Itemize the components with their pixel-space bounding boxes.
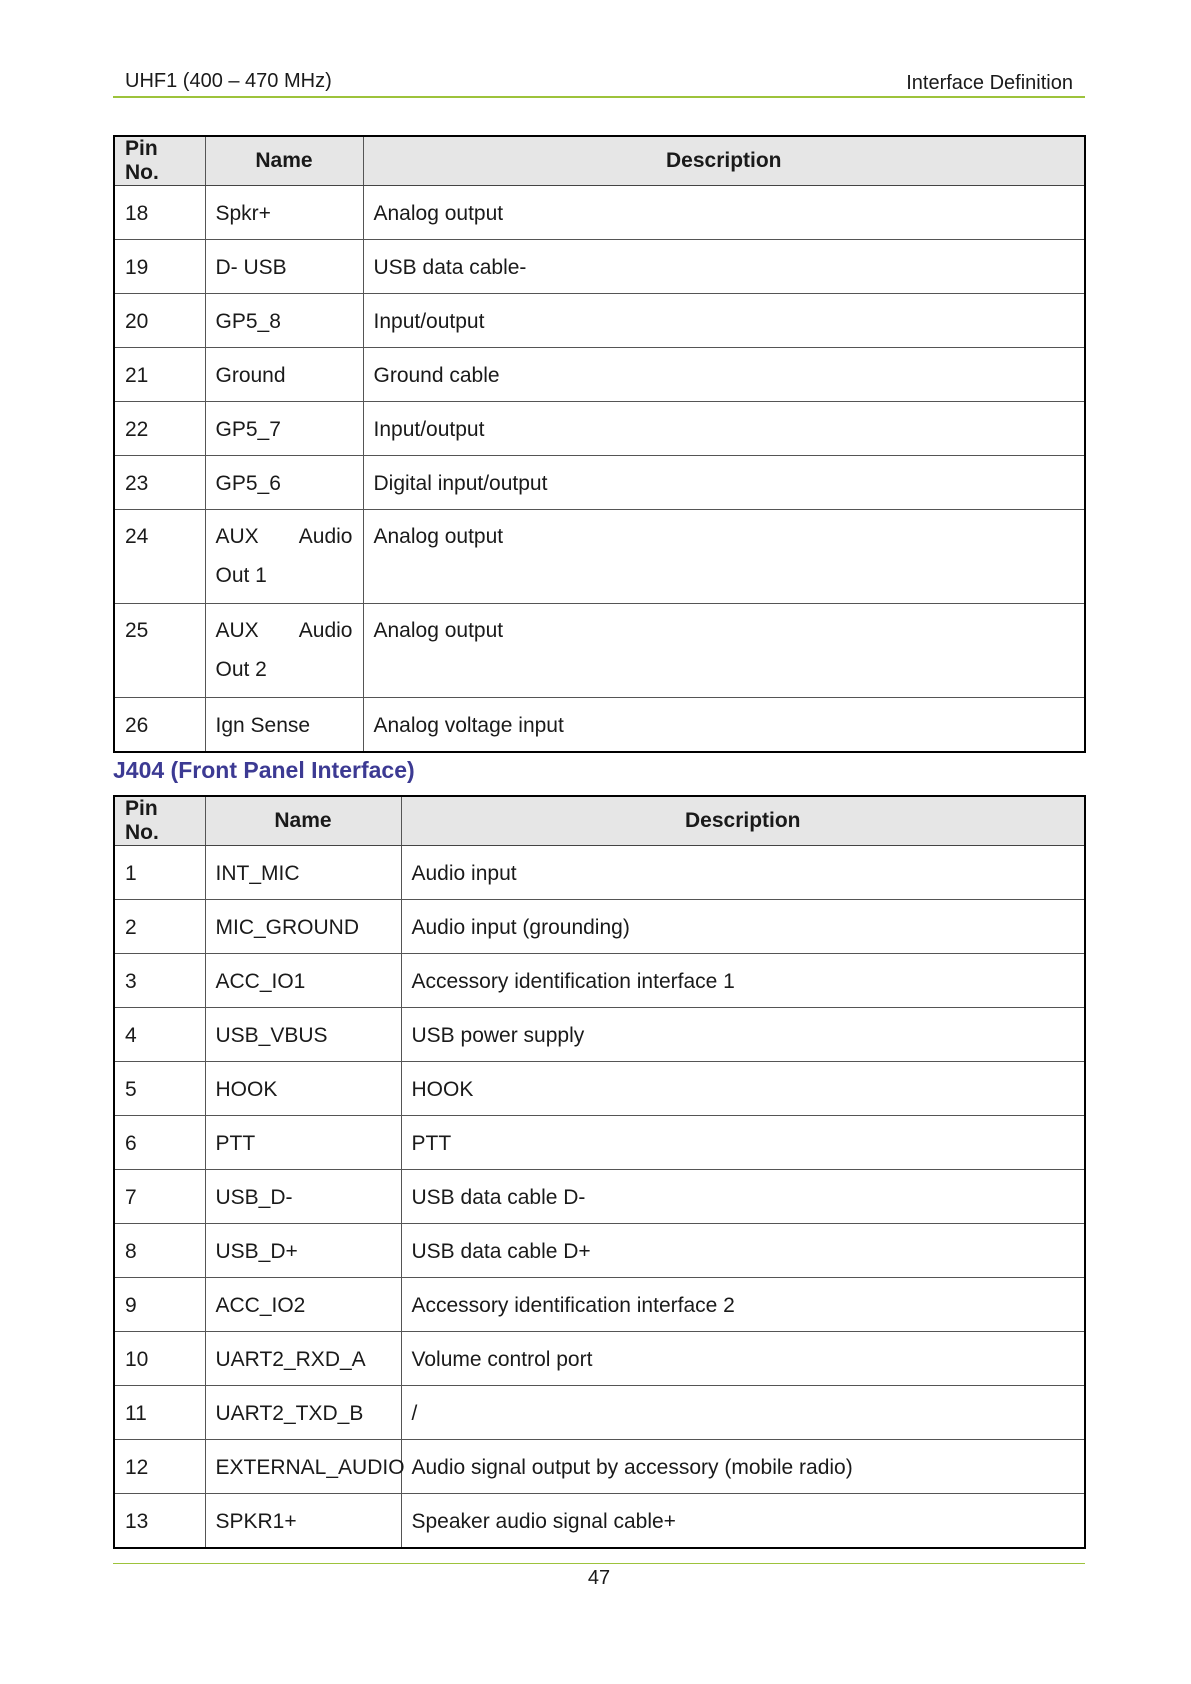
pin-number: 6 bbox=[114, 1116, 205, 1170]
pin-description: USB data cable D+ bbox=[401, 1224, 1085, 1278]
pin-number: 1 bbox=[114, 846, 205, 900]
pin-name: GP5_8 bbox=[205, 294, 363, 348]
header-product-title: UHF1 (400 – 470 MHz) bbox=[125, 70, 332, 92]
table-row bbox=[114, 240, 1085, 294]
pin-description: Audio signal output by accessory (mobile radio) bbox=[401, 1440, 1085, 1494]
column-header-pin: Pin No. bbox=[114, 796, 205, 846]
pin-number: 3 bbox=[114, 954, 205, 1008]
pin-number: 22 bbox=[114, 402, 205, 456]
table-row bbox=[114, 954, 1085, 1008]
pin-number: 4 bbox=[114, 1008, 205, 1062]
pin-name: SPKR1+ bbox=[205, 1494, 401, 1548]
pin-description: / bbox=[401, 1386, 1085, 1440]
pin-description: Audio input bbox=[401, 846, 1085, 900]
pin-description: Ground cable bbox=[363, 348, 1085, 402]
table-row bbox=[114, 1008, 1085, 1062]
table-row bbox=[114, 1494, 1085, 1548]
pin-name: Ign Sense bbox=[205, 698, 363, 752]
table-row bbox=[114, 402, 1085, 456]
table-row bbox=[114, 1062, 1085, 1116]
pin-description: HOOK bbox=[401, 1062, 1085, 1116]
table-row bbox=[114, 1116, 1085, 1170]
table-row bbox=[114, 604, 1085, 698]
pin-number: 13 bbox=[114, 1494, 205, 1548]
pin-name: HOOK bbox=[205, 1062, 401, 1116]
header-section-title: Interface Definition bbox=[906, 72, 1073, 94]
table-row bbox=[114, 846, 1085, 900]
table-row bbox=[114, 294, 1085, 348]
pin-name: AUX Audio Out 1 bbox=[205, 510, 363, 604]
pin-name: AUX Audio Out 2 bbox=[205, 604, 363, 698]
pin-name: EXTERNAL_AUDIO bbox=[205, 1440, 401, 1494]
pin-number: 25 bbox=[114, 604, 205, 698]
pin-name: D- USB bbox=[205, 240, 363, 294]
pin-number: 8 bbox=[114, 1224, 205, 1278]
table-row bbox=[114, 900, 1085, 954]
column-header-description: Description bbox=[401, 796, 1085, 846]
table-row bbox=[114, 1224, 1085, 1278]
table-row bbox=[114, 1440, 1085, 1494]
pin-number: 18 bbox=[114, 186, 205, 240]
pin-description: Speaker audio signal cable+ bbox=[401, 1494, 1085, 1548]
pin-number: 5 bbox=[114, 1062, 205, 1116]
table-row bbox=[114, 456, 1085, 510]
table-row bbox=[114, 1278, 1085, 1332]
pin-name: GP5_7 bbox=[205, 402, 363, 456]
page-footer bbox=[113, 1563, 1085, 1589]
pin-name: Ground bbox=[205, 348, 363, 402]
table-header-row bbox=[114, 796, 1085, 846]
pin-description: Volume control port bbox=[401, 1332, 1085, 1386]
pin-description: Accessory identification interface 1 bbox=[401, 954, 1085, 1008]
pin-number: 12 bbox=[114, 1440, 205, 1494]
pin-description: USB data cable D- bbox=[401, 1170, 1085, 1224]
pin-description: Analog output bbox=[363, 604, 1085, 698]
column-header-name: Name bbox=[205, 136, 363, 186]
pin-number: 24 bbox=[114, 510, 205, 604]
pin-description: USB data cable- bbox=[363, 240, 1085, 294]
pin-number: 21 bbox=[114, 348, 205, 402]
pin-name: MIC_GROUND bbox=[205, 900, 401, 954]
pin-description: Input/output bbox=[363, 294, 1085, 348]
pin-description: Analog output bbox=[363, 510, 1085, 604]
pin-description: Digital input/output bbox=[363, 456, 1085, 510]
pin-description: Audio input (grounding) bbox=[401, 900, 1085, 954]
section-heading-j404: J404 (Front Panel Interface) bbox=[113, 757, 415, 783]
pin-description: USB power supply bbox=[401, 1008, 1085, 1062]
pin-name: PTT bbox=[205, 1116, 401, 1170]
pin-number: 20 bbox=[114, 294, 205, 348]
pin-name: INT_MIC bbox=[205, 846, 401, 900]
table-row bbox=[114, 1170, 1085, 1224]
pin-name: USB_D+ bbox=[205, 1224, 401, 1278]
table-row bbox=[114, 186, 1085, 240]
pin-number: 11 bbox=[114, 1386, 205, 1440]
pin-name: USB_D- bbox=[205, 1170, 401, 1224]
pin-name: Spkr+ bbox=[205, 186, 363, 240]
page-header bbox=[113, 68, 1085, 98]
pin-table-continued bbox=[113, 135, 1086, 753]
pin-number: 9 bbox=[114, 1278, 205, 1332]
pin-name: UART2_TXD_B bbox=[205, 1386, 401, 1440]
pin-name: UART2_RXD_A bbox=[205, 1332, 401, 1386]
pin-number: 7 bbox=[114, 1170, 205, 1224]
pin-name: ACC_IO1 bbox=[205, 954, 401, 1008]
pin-name: ACC_IO2 bbox=[205, 1278, 401, 1332]
column-header-description: Description bbox=[363, 136, 1085, 186]
pin-number: 2 bbox=[114, 900, 205, 954]
column-header-name: Name bbox=[205, 796, 401, 846]
pin-description: Accessory identification interface 2 bbox=[401, 1278, 1085, 1332]
pin-description: Analog voltage input bbox=[363, 698, 1085, 752]
pin-name: GP5_6 bbox=[205, 456, 363, 510]
table-header-row bbox=[114, 136, 1085, 186]
table-row bbox=[114, 1386, 1085, 1440]
pin-number: 23 bbox=[114, 456, 205, 510]
pin-description: Analog output bbox=[363, 186, 1085, 240]
table-row bbox=[114, 348, 1085, 402]
pin-name: USB_VBUS bbox=[205, 1008, 401, 1062]
pin-table-j404 bbox=[113, 795, 1086, 1549]
table-row bbox=[114, 1332, 1085, 1386]
column-header-pin: Pin No. bbox=[114, 136, 205, 186]
table-row bbox=[114, 510, 1085, 604]
pin-description: Input/output bbox=[363, 402, 1085, 456]
pin-number: 26 bbox=[114, 698, 205, 752]
table-row bbox=[114, 698, 1085, 752]
pin-number: 19 bbox=[114, 240, 205, 294]
pin-description: PTT bbox=[401, 1116, 1085, 1170]
pin-number: 10 bbox=[114, 1332, 205, 1386]
page-number: 47 bbox=[587, 1567, 611, 1589]
